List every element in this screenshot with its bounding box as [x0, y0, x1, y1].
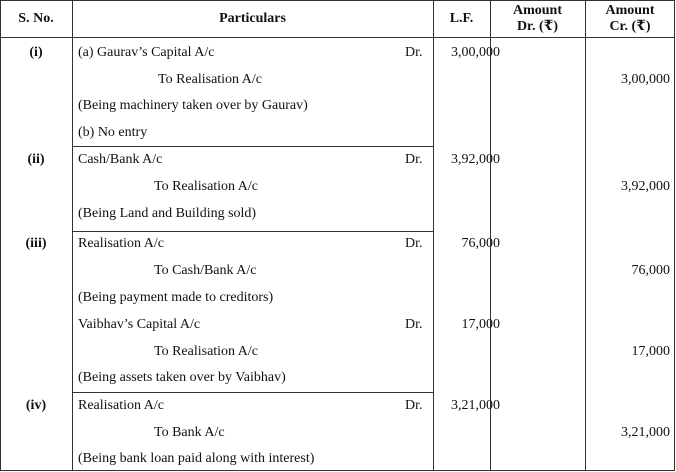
entry-iii-a-cr-amount: 76,000 [631, 263, 670, 278]
entry-ii-sno: (ii) [27, 152, 45, 167]
divider-sno [72, 0, 73, 471]
entry-ii-dr-marker: Dr. [405, 152, 423, 167]
entry-iii-b-cr-amount: 17,000 [631, 344, 670, 359]
header-particulars: Particulars [219, 11, 286, 26]
entry-iv-cr-amount: 3,21,000 [621, 425, 670, 440]
entry-iv-credit-account: To Bank A/c [154, 425, 225, 440]
entry-i-dr-marker: Dr. [405, 45, 423, 60]
entry-iii-b-dr-marker: Dr. [405, 317, 423, 332]
entry-iii-a-narration: (Being payment made to creditors) [78, 290, 274, 305]
entry-iii-a-credit-account: To Cash/Bank A/c [154, 263, 257, 278]
entry-iii-b-debit-account: Vaibhav’s Capital A/c [78, 317, 201, 332]
entry-divider-2 [72, 231, 433, 232]
entry-ii-debit-account: Cash/Bank A/c [78, 152, 163, 167]
entry-ii-dr-amount: 3,92,000 [451, 152, 500, 167]
divider-amount [585, 0, 586, 471]
entry-iii-b-dr-amount: 17,000 [461, 317, 500, 332]
entry-i-cr-amount: 3,00,000 [621, 72, 670, 87]
entry-iii-sno: (iii) [25, 236, 47, 251]
entry-iv-sno: (iv) [25, 398, 47, 413]
entry-divider-3 [72, 392, 433, 393]
divider-particulars [433, 0, 434, 471]
entry-i-credit-account: To Realisation A/c [158, 72, 263, 87]
entry-i-debit-account: (a) Gaurav’s Capital A/c [78, 45, 215, 60]
header-amount-dr-1: Amount [512, 3, 562, 18]
entry-iv-dr-amount: 3,21,000 [451, 398, 500, 413]
entry-iii-a-dr-marker: Dr. [405, 236, 423, 251]
header-lf: L.F. [449, 11, 474, 26]
entry-iii-a-debit-account: Realisation A/c [78, 236, 164, 251]
header-divider [0, 37, 675, 38]
header-amount-cr-1: Amount [605, 3, 655, 18]
header-sno: S. No. [18, 11, 54, 26]
entry-iii-a-dr-amount: 76,000 [461, 236, 500, 251]
entry-i-sno: (i) [29, 45, 43, 60]
entry-ii-cr-amount: 3,92,000 [621, 179, 670, 194]
entry-ii-credit-account: To Realisation A/c [154, 179, 259, 194]
entry-i-extra: (b) No entry [78, 125, 148, 140]
entry-iv-narration: (Being bank loan paid along with interest) [78, 451, 315, 466]
header-amount-cr-2: Cr. (₹) [609, 19, 651, 34]
entry-i-dr-amount: 3,00,000 [451, 45, 500, 60]
entry-divider-1 [72, 146, 433, 147]
entry-iv-debit-account: Realisation A/c [78, 398, 164, 413]
entry-ii-narration: (Being Land and Building sold) [78, 206, 257, 221]
entry-i-narration: (Being machinery taken over by Gaurav) [78, 98, 308, 113]
entry-iv-dr-marker: Dr. [405, 398, 423, 413]
entry-iii-b-credit-account: To Realisation A/c [154, 344, 259, 359]
header-amount-dr-2: Dr. (₹) [516, 19, 559, 34]
entry-iii-b-narration: (Being assets taken over by Vaibhav) [78, 370, 286, 385]
